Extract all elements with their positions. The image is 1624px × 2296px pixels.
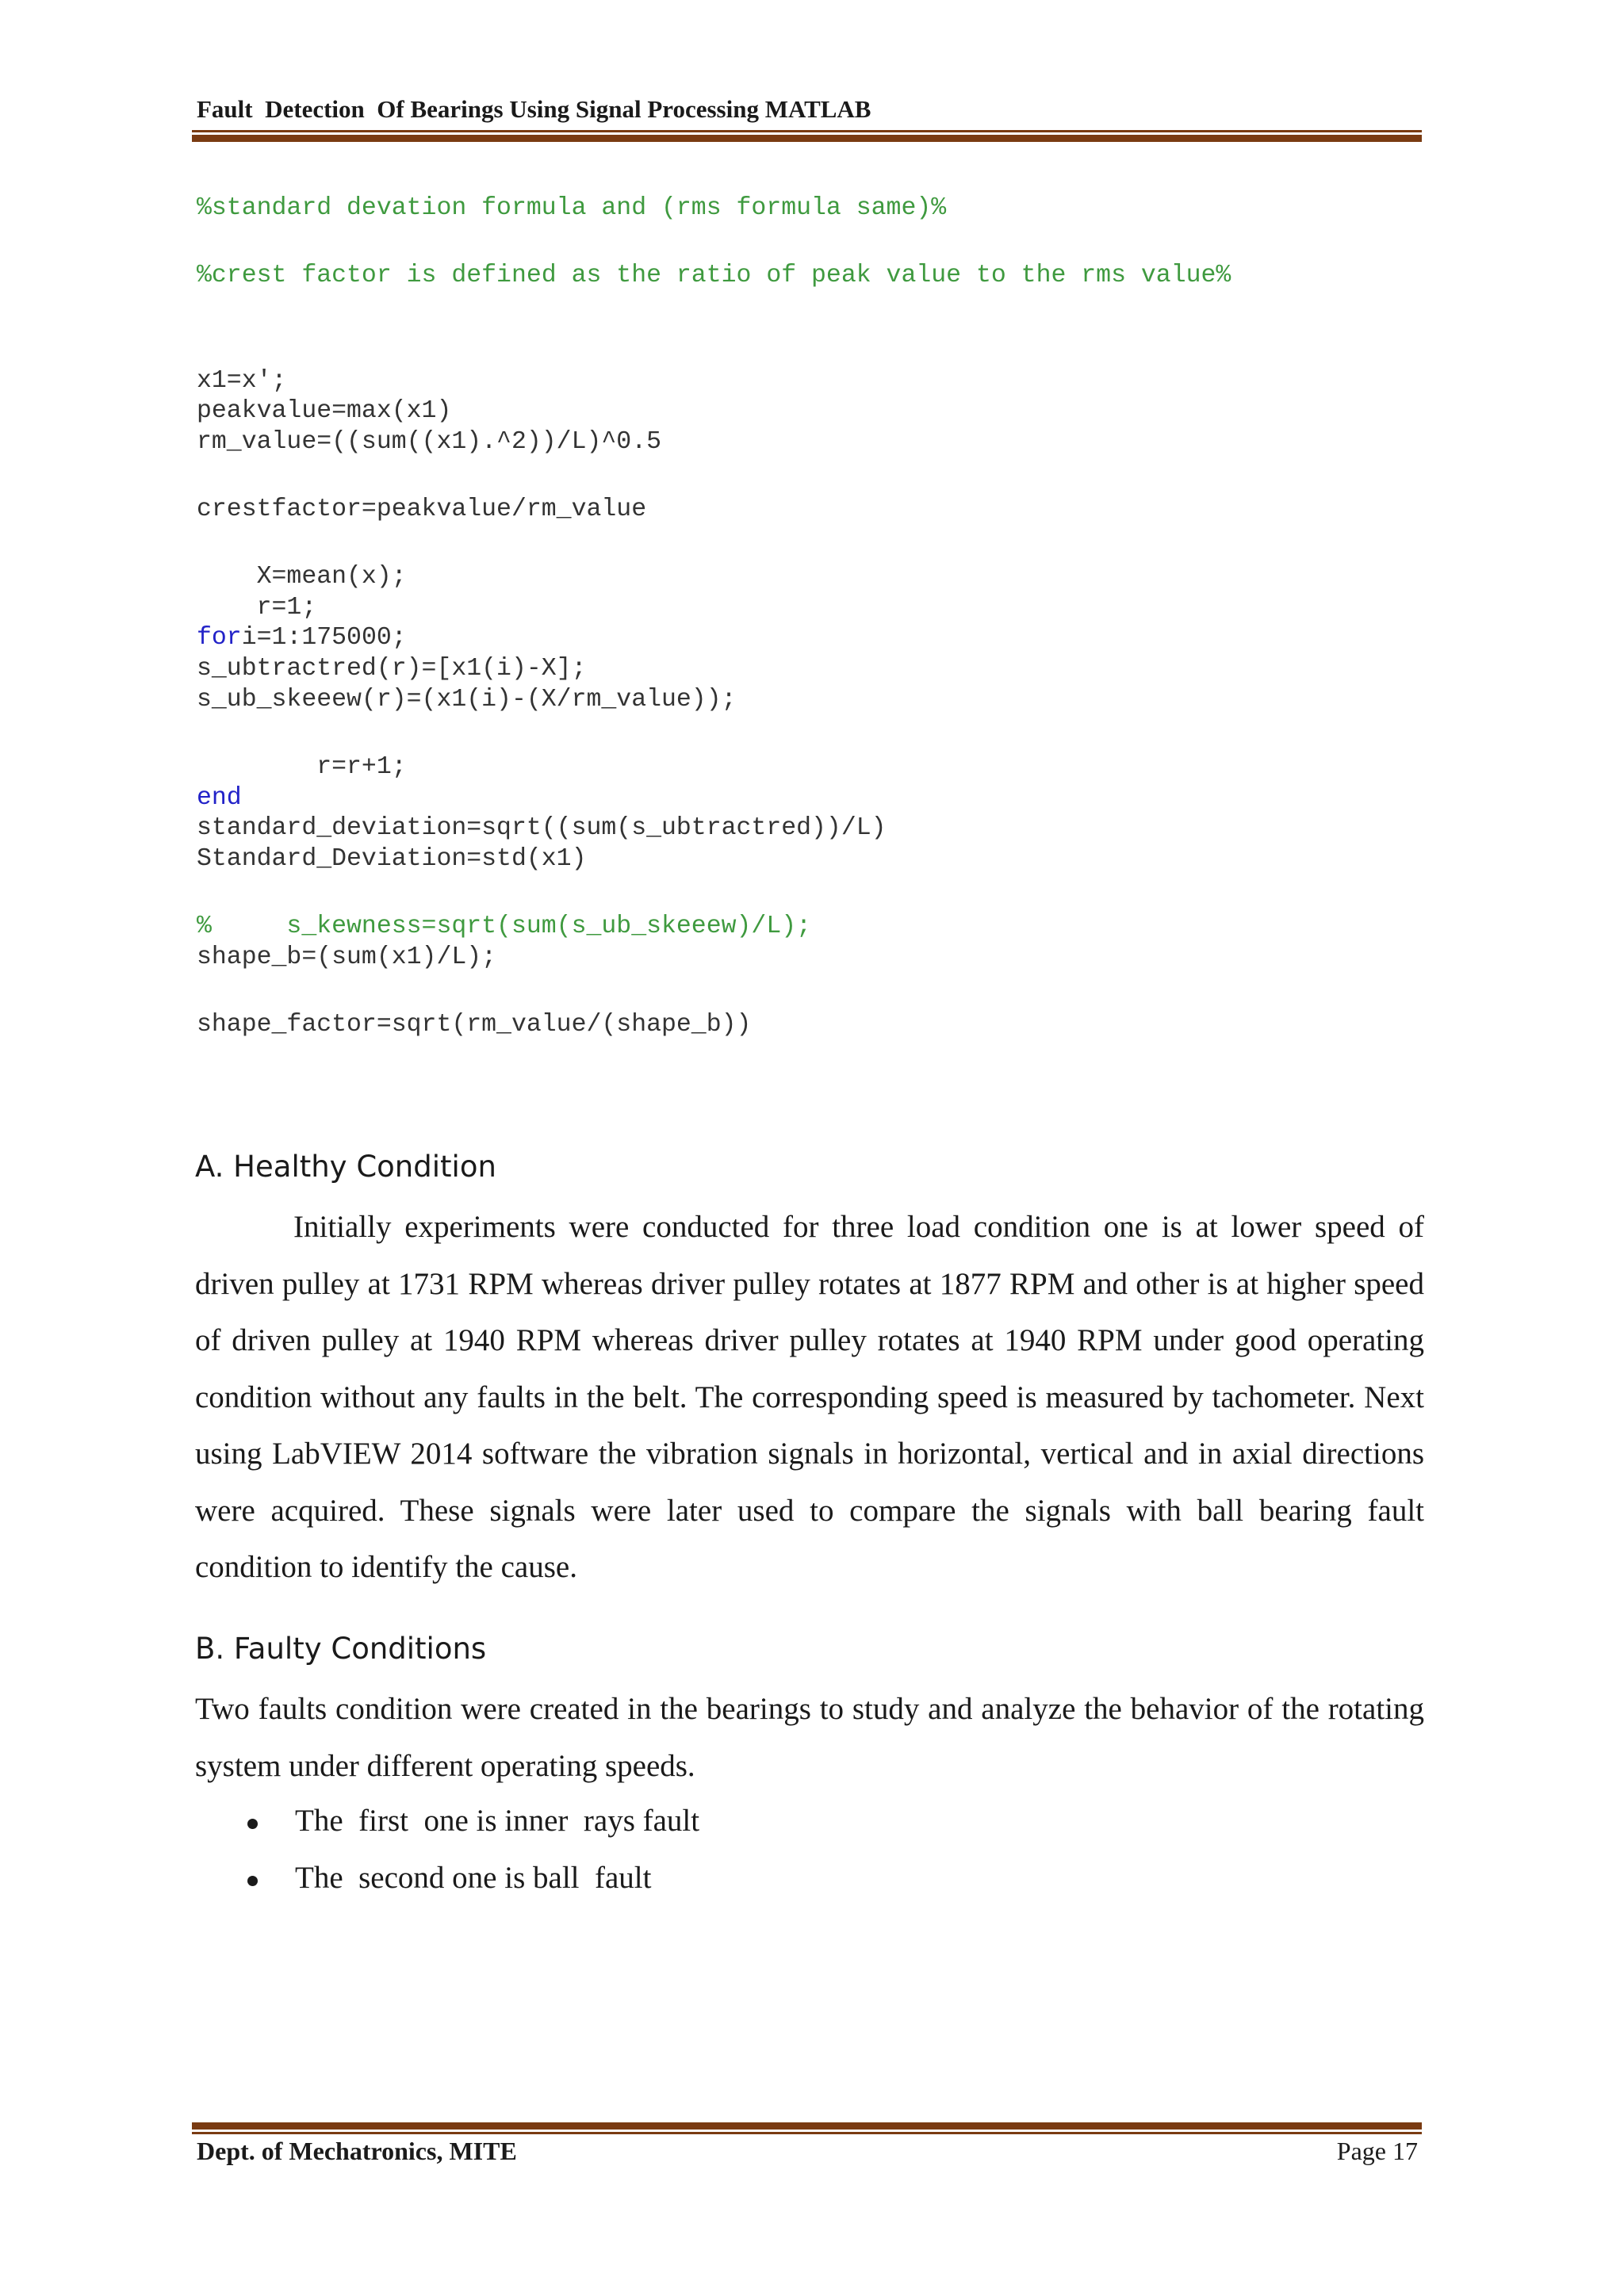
code-spacer (197, 292, 1434, 366)
footer-rule-thick (192, 2122, 1422, 2130)
code-keyword-for: for (197, 624, 242, 652)
list-item (195, 1800, 1385, 1857)
code-comment-kewness: % s_kewness=sqrt(sum(s_ub_skeeew)/L); (197, 912, 812, 940)
paragraph-faulty-conditions: Two faults condition were created in the bearings to study and analyze the behavior of the rotating system under different operating speeds. (195, 1692, 1424, 1783)
fault-list (195, 1800, 1385, 1914)
list-item-text: The first one is inner rays fault (295, 1804, 700, 1838)
header-rule-thin (192, 130, 1422, 132)
list-item (195, 1857, 1385, 1914)
code-line-for (197, 623, 1434, 654)
bullet-icon (247, 1876, 258, 1886)
bullet-icon (247, 1819, 258, 1829)
code-spacer (197, 875, 1434, 912)
code-line-peakvalue: peakvalue=max(x1) (197, 397, 452, 426)
code-spacer (197, 224, 1434, 261)
footer-department: Dept. of Mechatronics, MITE (197, 2137, 517, 2165)
code-comment-crest: %crest factor is defined as the ratio of peak value to the rms value% (197, 261, 1231, 289)
code-spacer (197, 974, 1434, 1010)
code-line-shape-factor: shape_factor=sqrt(rm_value/(shape_b)) (197, 1010, 752, 1039)
footer-rule-thin (192, 2132, 1422, 2134)
code-line-std: Standard_Deviation=std(x1) (197, 845, 587, 874)
matlab-code-block (197, 193, 1434, 1040)
code-line-subtracted: s_ubtractred(r)=[x1(i)-X]; (197, 655, 587, 683)
running-header-title: Fault Detection Of Bearings Using Signal Processing MATLAB (197, 95, 871, 123)
code-line-standard-deviation: standard_deviation=sqrt((sum(s_ubtractred))/L) (197, 814, 887, 843)
list-item-text: The second one is ball fault (295, 1861, 652, 1895)
code-spacer (197, 716, 1434, 752)
section-heading-healthy: A. Healthy Condition (195, 1150, 496, 1184)
code-keyword-end: end (197, 783, 242, 812)
code-spacer (197, 458, 1434, 495)
code-line-r-init: r=1; (197, 593, 317, 622)
code-line-x1: x1=x'; (197, 366, 287, 395)
code-line-mean: X=mean(x); (197, 562, 407, 591)
footer-page-number: Page 17 (1336, 2137, 1418, 2165)
code-line-crestfactor: crestfactor=peakvalue/rm_value (197, 495, 647, 523)
code-for-range: i=1:175000; (241, 624, 407, 652)
code-line-rm-value: rm_value=((sum((x1).^2))/L)^0.5 (197, 428, 661, 457)
code-line-shape-b: shape_b=(sum(x1)/L); (197, 943, 497, 971)
code-line-increment: r=r+1; (197, 752, 407, 781)
paragraph-healthy-condition: Initially experiments were conducted for three load condition one is at lower speed of driven pulley at 1731 RPM whereas driver pulley rotates at 1877 RPM and other is at higher speed of driven pulley at 1940 RPM whereas driver pulley rotates at 1940 RPM under good operating condition without any faults in the belt. The corresponding speed is measured by tachometer. Next using LabVIEW 2014 software the vibration signals in horizontal, vertical and in axial directions were acquired. These signals were later used to compare the signals with ball bearing fault condition to identify the cause. (195, 1210, 1424, 1584)
code-line-skew: s_ub_skeeew(r)=(x1(i)-(X/rm_value)); (197, 685, 737, 714)
section-heading-faulty: B. Faulty Conditions (195, 1632, 487, 1666)
header-rule-thick (192, 135, 1422, 142)
code-comment-std: %standard devation formula and (rms formula same)% (197, 194, 947, 222)
code-spacer (197, 526, 1434, 562)
